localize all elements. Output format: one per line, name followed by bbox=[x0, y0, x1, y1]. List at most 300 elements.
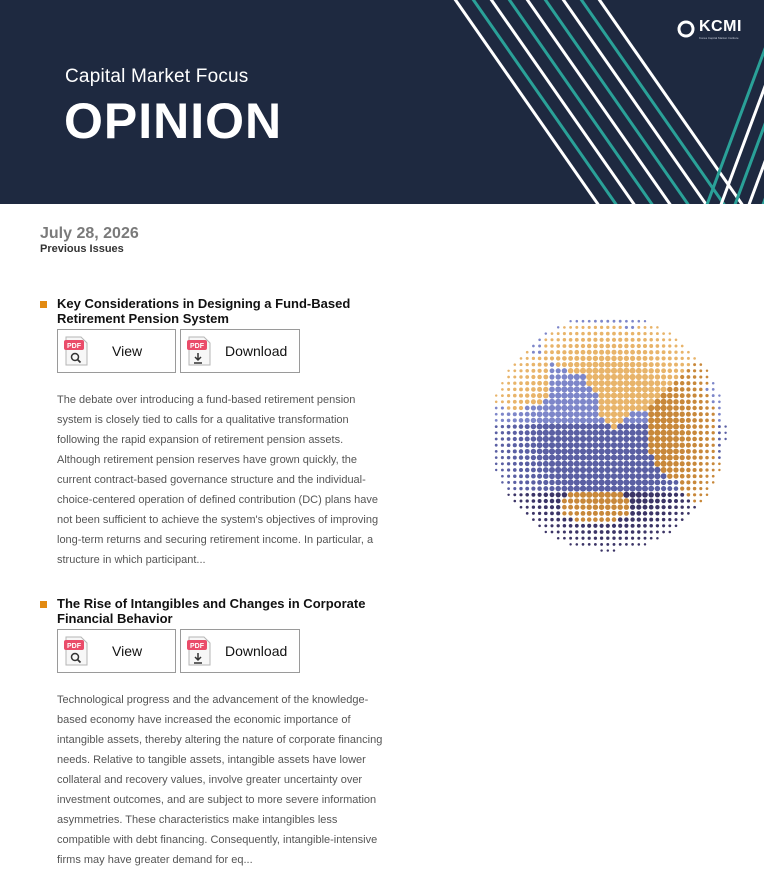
globe-dot bbox=[574, 386, 580, 392]
globe-dot bbox=[661, 486, 666, 491]
globe-dot bbox=[605, 417, 611, 423]
globe-dot bbox=[623, 417, 629, 423]
halftone-globe-illustration bbox=[486, 311, 730, 555]
globe-dot bbox=[525, 412, 530, 417]
globe-dot bbox=[712, 444, 715, 447]
globe-dot bbox=[543, 375, 548, 380]
globe-dot bbox=[581, 326, 584, 329]
globe-dot bbox=[587, 517, 591, 521]
globe-dot bbox=[699, 474, 703, 478]
globe-dot bbox=[648, 430, 654, 436]
globe-dot bbox=[667, 399, 673, 405]
globe-dot bbox=[638, 543, 641, 546]
globe-dot bbox=[618, 344, 623, 349]
globe-dot bbox=[501, 450, 504, 453]
globe-dot bbox=[543, 480, 548, 485]
globe-dot bbox=[654, 442, 660, 448]
globe-dot bbox=[662, 338, 665, 341]
globe-dot bbox=[668, 356, 672, 360]
globe-dot bbox=[656, 338, 659, 341]
globe-dot bbox=[636, 479, 642, 485]
globe-dot bbox=[520, 506, 523, 509]
globe-dot bbox=[686, 487, 690, 491]
globe-dot bbox=[592, 492, 598, 498]
globe-dot bbox=[561, 430, 567, 436]
globe-dot bbox=[513, 388, 516, 391]
globe-dot bbox=[705, 443, 709, 447]
globe-dot bbox=[724, 425, 726, 427]
globe-dot bbox=[718, 450, 721, 453]
globe-dot bbox=[544, 362, 548, 366]
globe-dot bbox=[556, 344, 560, 348]
logo-name: KCMI bbox=[699, 18, 742, 35]
globe-dot bbox=[693, 363, 696, 366]
globe-dot bbox=[631, 332, 635, 336]
globe-dot bbox=[686, 393, 690, 397]
globe-dot bbox=[556, 499, 561, 504]
globe-dot bbox=[600, 530, 604, 534]
globe-dot bbox=[648, 436, 654, 442]
article-title[interactable]: The Rise of Intangibles and Changes in Corporate Financial Behavior bbox=[57, 596, 366, 626]
globe-dot bbox=[648, 374, 654, 380]
globe-dot bbox=[692, 437, 697, 442]
globe-dot bbox=[555, 436, 561, 442]
globe-dot bbox=[551, 332, 554, 335]
globe-dot bbox=[712, 400, 715, 403]
globe-dot bbox=[599, 511, 604, 516]
globe-dot bbox=[531, 480, 535, 484]
globe-dot bbox=[656, 344, 660, 348]
globe-dot bbox=[606, 338, 610, 342]
globe-dot bbox=[667, 381, 672, 386]
globe-dot bbox=[574, 380, 580, 386]
globe-dot bbox=[655, 368, 660, 373]
globe-dot bbox=[667, 436, 673, 442]
globe-dot bbox=[495, 401, 498, 404]
globe-dot bbox=[568, 505, 573, 510]
kcmi-logo[interactable] bbox=[677, 18, 747, 42]
globe-dot bbox=[538, 363, 542, 367]
globe-dot bbox=[580, 442, 586, 448]
globe-dot bbox=[661, 393, 667, 399]
globe-dot bbox=[611, 362, 617, 368]
globe-dot bbox=[519, 412, 523, 416]
globe-dot bbox=[611, 356, 616, 361]
globe-dot bbox=[550, 505, 554, 509]
globe-dot bbox=[693, 481, 697, 485]
globe-dot bbox=[592, 473, 598, 479]
globe-dot bbox=[592, 417, 598, 423]
globe-dot bbox=[549, 393, 555, 399]
globe-dot bbox=[562, 486, 568, 492]
globe-dot bbox=[557, 338, 560, 341]
globe-dot bbox=[686, 412, 691, 417]
globe-dot bbox=[501, 456, 504, 459]
globe-dot bbox=[667, 375, 672, 380]
globe-dot bbox=[587, 511, 592, 516]
globe-dot bbox=[674, 480, 679, 485]
globe-dot bbox=[618, 530, 622, 534]
globe-dot bbox=[649, 338, 652, 341]
globe-dot bbox=[631, 320, 634, 323]
globe-dot bbox=[674, 493, 678, 497]
globe-dot bbox=[611, 374, 617, 380]
globe-dot bbox=[531, 461, 536, 466]
globe-dot bbox=[580, 362, 586, 368]
globe-dot bbox=[538, 357, 542, 361]
globe-dot bbox=[513, 462, 517, 466]
globe-dot bbox=[705, 475, 708, 478]
globe-dot bbox=[617, 504, 622, 509]
globe-dot bbox=[562, 374, 568, 380]
globe-dot bbox=[680, 387, 685, 392]
globe-dot bbox=[513, 369, 516, 372]
globe-dot bbox=[599, 350, 604, 355]
globe-dot bbox=[623, 492, 629, 498]
globe-dot bbox=[600, 326, 603, 329]
globe-dot bbox=[568, 399, 574, 405]
view-pdf-button[interactable] bbox=[57, 329, 176, 373]
globe-dot bbox=[526, 351, 529, 354]
summary-line: collateral and recovery values, involve greater uncertainty over bbox=[57, 774, 363, 786]
globe-dot bbox=[674, 499, 678, 503]
globe-dot bbox=[600, 338, 604, 342]
globe-dot bbox=[655, 505, 659, 509]
globe-dot bbox=[699, 375, 702, 378]
globe-dot bbox=[612, 326, 615, 329]
globe-dot bbox=[561, 417, 567, 423]
article-title[interactable]: Key Considerations in Designing a Fund-Based Retirement Pension System bbox=[57, 296, 351, 326]
globe-dot bbox=[555, 374, 560, 379]
globe-dot bbox=[637, 332, 640, 335]
globe-dot bbox=[607, 549, 609, 551]
globe-dot bbox=[648, 486, 654, 492]
globe-dot bbox=[611, 442, 617, 448]
globe-dot bbox=[568, 424, 574, 430]
globe-dot bbox=[662, 350, 666, 354]
download-pdf-button[interactable] bbox=[180, 629, 300, 673]
globe-dot bbox=[699, 400, 703, 404]
globe-dot bbox=[525, 406, 530, 411]
globe-dot bbox=[501, 394, 504, 397]
download-pdf-button[interactable] bbox=[180, 329, 300, 373]
globe-dot bbox=[618, 332, 622, 336]
globe-dot bbox=[550, 338, 553, 341]
globe-dot bbox=[495, 431, 498, 434]
globe-dot bbox=[495, 450, 498, 453]
download-button-label: Download bbox=[225, 343, 288, 359]
globe-dot bbox=[718, 394, 720, 396]
globe-dot bbox=[561, 424, 567, 430]
globe-dot bbox=[519, 443, 524, 448]
globe-dot bbox=[630, 350, 635, 355]
globe-dot bbox=[561, 467, 567, 473]
globe-dot bbox=[562, 368, 567, 373]
globe-dot bbox=[568, 511, 572, 515]
globe-dot bbox=[537, 474, 542, 479]
globe-dot bbox=[519, 481, 523, 485]
bullet-square-icon bbox=[40, 301, 47, 308]
globe-dot bbox=[623, 473, 629, 479]
globe-dot bbox=[673, 436, 679, 442]
globe-dot bbox=[586, 461, 592, 467]
globe-dot bbox=[513, 468, 517, 472]
globe-dot bbox=[686, 449, 691, 454]
globe-dot bbox=[636, 442, 642, 448]
globe-dot bbox=[643, 511, 647, 515]
globe-dot bbox=[612, 338, 616, 342]
globe-dot bbox=[507, 462, 510, 465]
globe-dot bbox=[531, 487, 535, 491]
pdf-view-icon bbox=[63, 636, 89, 666]
globe-dot bbox=[555, 480, 561, 486]
globe-dot bbox=[519, 487, 522, 490]
globe-dot bbox=[568, 448, 574, 454]
globe-dot bbox=[706, 370, 708, 372]
globe-dot bbox=[531, 369, 535, 373]
globe-dot bbox=[679, 424, 684, 429]
globe-dot bbox=[586, 430, 592, 436]
globe-dot bbox=[718, 413, 721, 416]
summary-line: long-term returns and securing retirement income. In particular, a bbox=[57, 534, 374, 546]
globe-dot bbox=[648, 448, 654, 454]
globe-dot bbox=[661, 387, 667, 393]
globe-dot bbox=[617, 442, 623, 448]
globe-dot bbox=[673, 399, 678, 404]
globe-dot bbox=[599, 430, 605, 436]
globe-dot bbox=[580, 498, 586, 504]
globe-dot bbox=[501, 419, 504, 422]
globe-dot bbox=[501, 425, 504, 428]
globe-dot bbox=[580, 467, 586, 473]
globe-dot bbox=[507, 370, 509, 372]
globe-dot bbox=[525, 399, 530, 404]
globe-dot bbox=[561, 411, 567, 417]
globe-dot bbox=[586, 442, 592, 448]
globe-dot bbox=[624, 498, 630, 504]
globe-dot bbox=[624, 517, 628, 521]
summary-line: compatible with debt financing. Consequently, intangible-intensive bbox=[57, 834, 378, 846]
globe-dot bbox=[617, 386, 623, 392]
globe-dot bbox=[630, 448, 636, 454]
globe-dot bbox=[668, 338, 671, 341]
globe-dot bbox=[544, 356, 548, 360]
globe-dot bbox=[525, 381, 529, 385]
globe-dot bbox=[655, 350, 659, 354]
globe-dot bbox=[501, 462, 504, 465]
globe-dot bbox=[531, 418, 536, 423]
globe-dot bbox=[681, 512, 684, 515]
globe-dot bbox=[661, 480, 667, 486]
globe-dot bbox=[611, 448, 617, 454]
globe-dot bbox=[562, 518, 566, 522]
globe-dot bbox=[562, 356, 567, 361]
globe-dot bbox=[605, 362, 611, 368]
globe-dot bbox=[555, 380, 561, 386]
globe-dot bbox=[561, 442, 567, 448]
globe-dot bbox=[592, 461, 598, 467]
globe-dot bbox=[537, 467, 542, 472]
globe-dot bbox=[557, 332, 560, 335]
globe-dot bbox=[582, 543, 585, 546]
globe-dot bbox=[662, 531, 665, 534]
globe-dot bbox=[537, 480, 542, 485]
globe-dot bbox=[549, 411, 555, 417]
globe-dot bbox=[538, 518, 541, 521]
globe-dot bbox=[661, 436, 667, 442]
globe-dot bbox=[605, 368, 611, 374]
globe-dot bbox=[605, 436, 611, 442]
globe-dot bbox=[501, 382, 503, 384]
globe-dot bbox=[574, 424, 580, 430]
globe-dot bbox=[580, 479, 586, 485]
globe-dot bbox=[575, 530, 578, 533]
globe-dot bbox=[675, 518, 678, 521]
globe-dot bbox=[555, 417, 561, 423]
globe-dot bbox=[549, 424, 555, 430]
globe-dot bbox=[599, 393, 605, 399]
globe-dot bbox=[513, 431, 517, 435]
globe-dot bbox=[654, 430, 660, 436]
globe-dot bbox=[699, 437, 703, 441]
globe-dot bbox=[643, 332, 646, 335]
globe-dot bbox=[605, 442, 611, 448]
globe-dot bbox=[705, 450, 709, 454]
globe-dot bbox=[611, 511, 616, 516]
globe-dot bbox=[625, 326, 628, 329]
globe-dot bbox=[569, 518, 573, 522]
globe-dot bbox=[513, 456, 517, 460]
globe-dot bbox=[563, 524, 567, 528]
globe-dot bbox=[532, 518, 535, 521]
globe-dot bbox=[718, 456, 721, 459]
globe-dot bbox=[569, 332, 572, 335]
globe-dot bbox=[605, 504, 611, 510]
globe-dot bbox=[636, 368, 642, 374]
globe-dot bbox=[580, 417, 586, 423]
globe-dot bbox=[718, 407, 721, 410]
globe-dot bbox=[569, 530, 572, 533]
globe-dot bbox=[654, 479, 660, 485]
globe-dot bbox=[599, 405, 605, 411]
globe-dot bbox=[574, 498, 579, 503]
globe-dot bbox=[586, 498, 592, 504]
globe-dot bbox=[612, 537, 615, 540]
issue-date: July 28, 2026 bbox=[40, 225, 139, 242]
globe-dot bbox=[594, 530, 598, 534]
globe-dot bbox=[631, 537, 634, 540]
globe-dot bbox=[599, 504, 604, 509]
globe-dot bbox=[561, 455, 567, 461]
globe-dot bbox=[673, 393, 678, 398]
globe-dot bbox=[549, 399, 555, 405]
globe-dot bbox=[618, 524, 622, 528]
globe-dot bbox=[642, 411, 648, 417]
globe-dot bbox=[636, 380, 642, 386]
header-banner bbox=[0, 0, 764, 204]
globe-dot bbox=[495, 407, 498, 410]
globe-dot bbox=[674, 486, 679, 491]
globe-dot bbox=[599, 380, 605, 386]
globe-dot bbox=[507, 456, 511, 460]
globe-dot bbox=[525, 424, 530, 429]
globe-dot bbox=[495, 425, 498, 428]
globe-dot bbox=[531, 405, 536, 410]
globe-dot bbox=[561, 479, 567, 485]
globe-dot bbox=[655, 380, 661, 386]
globe-dot bbox=[519, 375, 522, 378]
globe-dot bbox=[693, 474, 697, 478]
globe-dot bbox=[568, 442, 574, 448]
globe-dot bbox=[586, 467, 592, 473]
summary-line: The debate over introducing a fund-based retirement pension bbox=[57, 394, 356, 406]
globe-dot bbox=[587, 524, 591, 528]
globe-dot bbox=[513, 481, 516, 484]
globe-dot bbox=[667, 417, 673, 423]
globe-dot bbox=[555, 393, 561, 399]
globe-dot bbox=[568, 430, 574, 436]
globe-dot bbox=[718, 444, 721, 447]
globe-dot bbox=[544, 338, 547, 341]
globe-dot bbox=[693, 381, 697, 385]
globe-dot bbox=[661, 499, 666, 504]
globe-dot bbox=[599, 399, 605, 405]
globe-dot bbox=[673, 430, 679, 436]
globe-dot bbox=[599, 374, 605, 380]
globe-dot bbox=[605, 455, 611, 461]
globe-dot bbox=[575, 338, 579, 342]
globe-dot bbox=[636, 486, 642, 492]
globe-dot bbox=[537, 411, 543, 417]
globe-dot bbox=[576, 543, 579, 546]
globe-dot bbox=[555, 442, 561, 448]
globe-dot bbox=[587, 530, 591, 534]
globe-dot bbox=[525, 387, 529, 391]
globe-dot bbox=[636, 417, 642, 423]
globe-dot bbox=[525, 449, 530, 454]
globe-dot bbox=[537, 375, 542, 380]
globe-dot bbox=[705, 406, 709, 410]
globe-dot bbox=[519, 387, 523, 391]
globe-dot bbox=[495, 419, 498, 422]
globe-dot bbox=[669, 531, 672, 534]
globe-dot bbox=[568, 498, 573, 503]
globe-dot bbox=[674, 375, 679, 380]
globe-dot bbox=[686, 418, 691, 423]
globe-dot bbox=[568, 436, 574, 442]
globe-dot bbox=[569, 543, 571, 545]
globe-dot bbox=[661, 442, 667, 448]
globe-dot bbox=[532, 351, 535, 354]
previous-issues-link[interactable]: Previous Issues bbox=[40, 243, 124, 255]
globe-dot bbox=[544, 512, 548, 516]
globe-dot bbox=[568, 417, 574, 423]
globe-dot bbox=[525, 375, 529, 379]
view-pdf-button[interactable] bbox=[57, 629, 176, 673]
globe-dot bbox=[625, 320, 628, 323]
globe-dot bbox=[636, 374, 642, 380]
globe-dot bbox=[545, 332, 547, 334]
banner-stripe bbox=[747, 0, 764, 204]
globe-dot bbox=[619, 543, 622, 546]
globe-dot bbox=[631, 543, 634, 546]
globe-dot bbox=[562, 362, 567, 367]
globe-dot bbox=[593, 524, 597, 528]
globe-dot bbox=[667, 448, 673, 454]
globe-dot bbox=[580, 386, 586, 392]
globe-dot bbox=[705, 462, 708, 465]
globe-dot bbox=[667, 480, 672, 485]
